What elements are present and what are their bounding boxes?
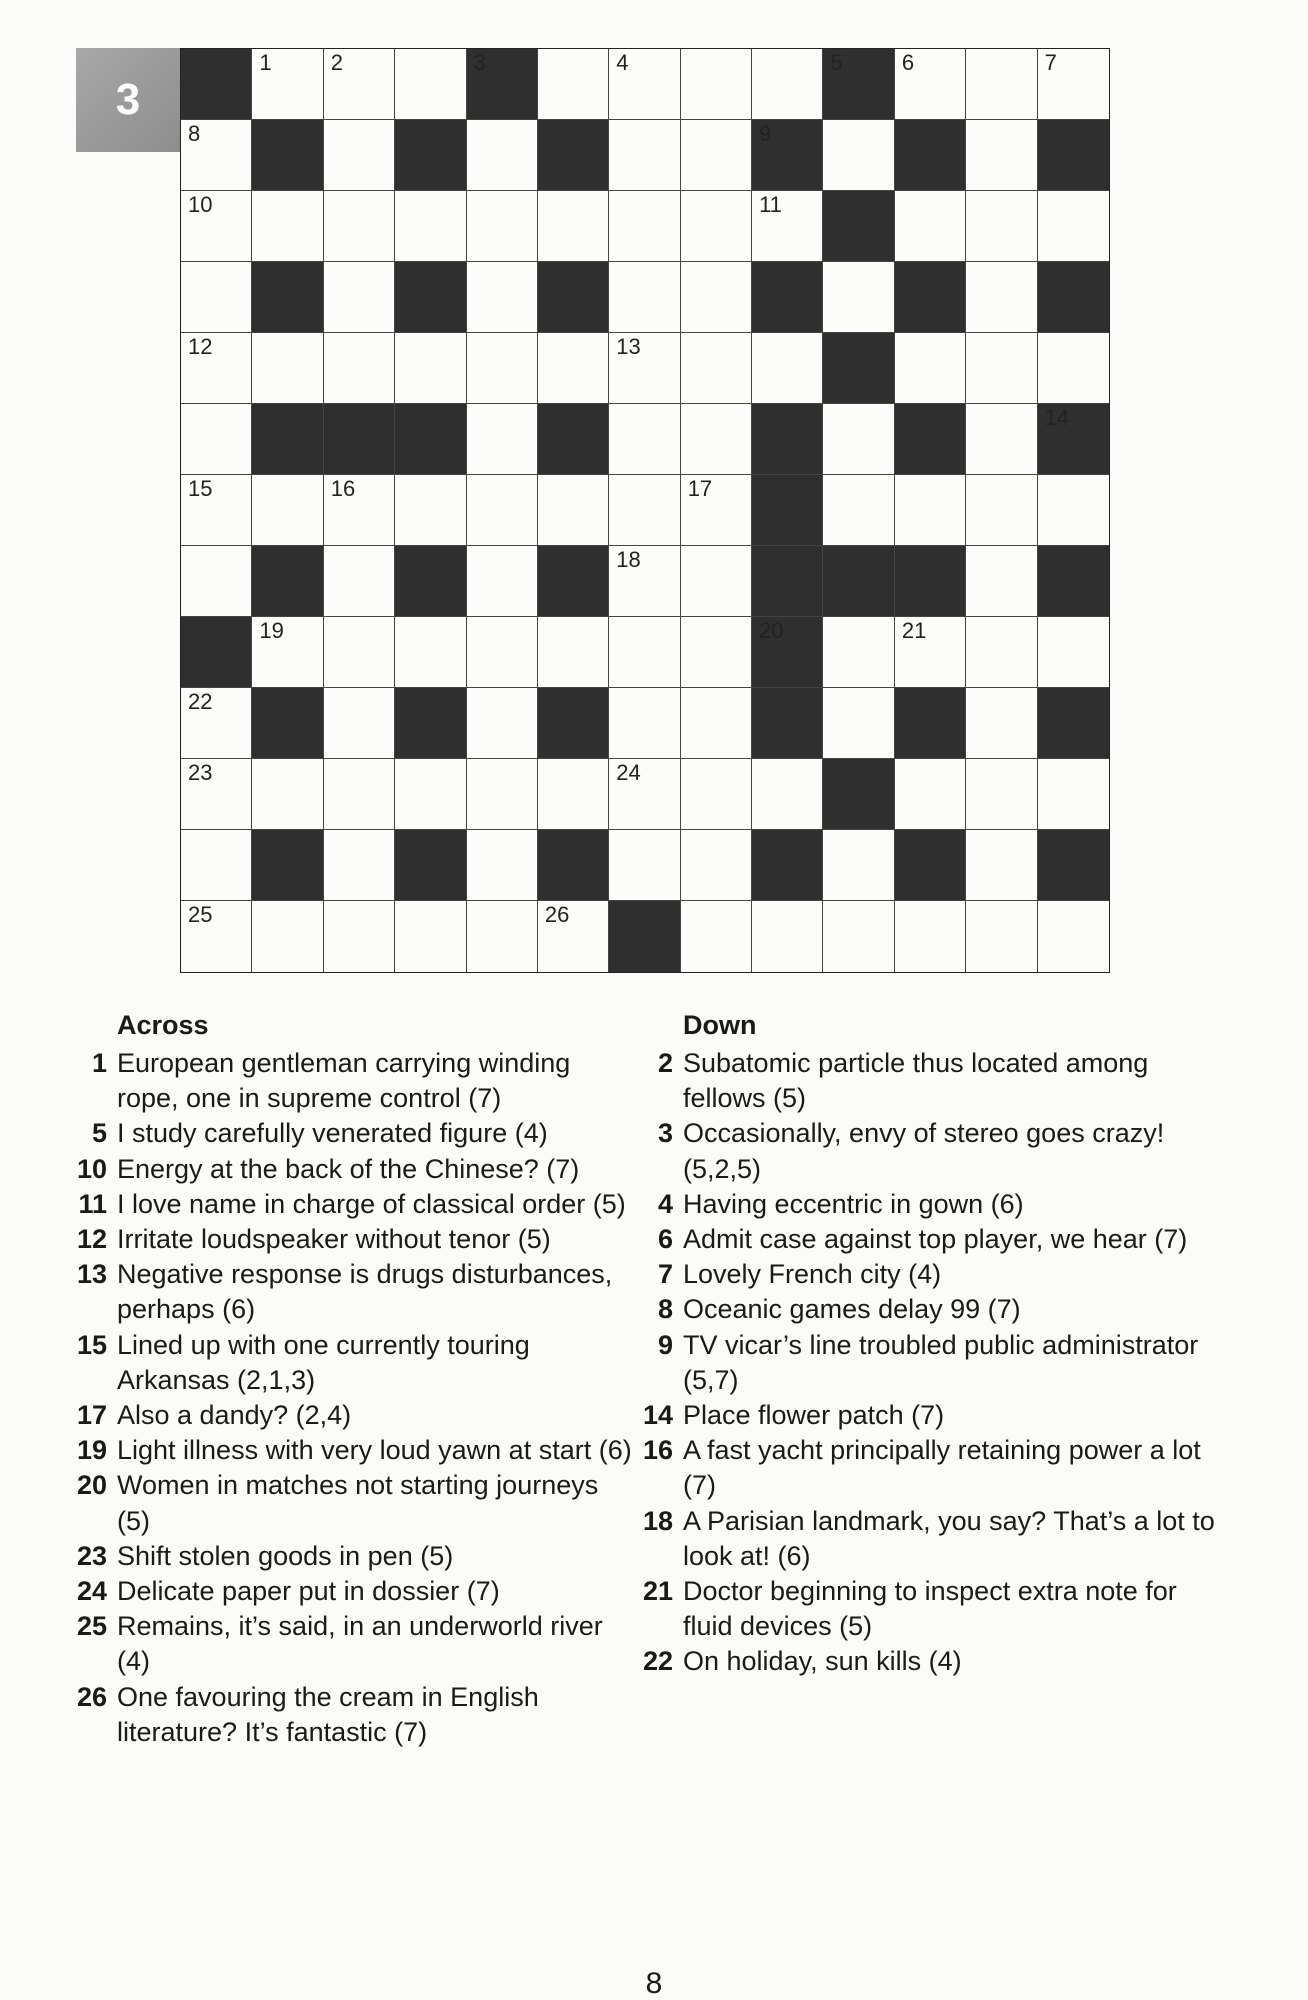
- clue-text: Admit case against top player, we hear (7): [683, 1224, 1188, 1255]
- clue-number-label: 21: [901, 618, 927, 643]
- clue-text: Oceanic games delay 99 (7): [683, 1294, 1021, 1325]
- grid-cell[interactable]: [681, 475, 752, 546]
- grid-cell[interactable]: [395, 49, 466, 120]
- grid-cell[interactable]: [181, 830, 252, 901]
- clue-number-label: 9: [759, 121, 772, 146]
- clue-number-label: 7: [1044, 50, 1057, 75]
- grid-cell[interactable]: [681, 191, 752, 262]
- grid-cell-black: [752, 262, 823, 333]
- grid-cell[interactable]: [252, 49, 323, 120]
- clue-text: A fast yacht principally retaining power a lot (7): [683, 1435, 1201, 1501]
- grid-cell[interactable]: [609, 120, 680, 191]
- grid-cell-black: [252, 404, 323, 475]
- clue-number: 25: [76, 1611, 107, 1642]
- grid-cell[interactable]: [895, 333, 966, 404]
- grid-cell[interactable]: [467, 688, 538, 759]
- grid-cell[interactable]: [966, 759, 1037, 830]
- grid-cell[interactable]: [681, 759, 752, 830]
- grid-cell[interactable]: [681, 617, 752, 688]
- clue-number: 22: [642, 1646, 673, 1677]
- down-clue-list: [638, 1046, 1218, 1680]
- grid-cell[interactable]: [395, 759, 466, 830]
- clue-number-label: 13: [616, 334, 641, 359]
- grid-cell-black: [823, 333, 894, 404]
- grid-cell[interactable]: [1038, 759, 1109, 830]
- grid-cell[interactable]: [538, 49, 609, 120]
- grid-cell[interactable]: [681, 120, 752, 191]
- grid-cell[interactable]: [895, 901, 966, 972]
- clue-number-label: 25: [188, 902, 213, 927]
- clue-text: European gentleman carrying winding rope, one in supreme control (7): [117, 1048, 571, 1114]
- grid-cell[interactable]: [324, 333, 395, 404]
- grid-cell[interactable]: [966, 617, 1037, 688]
- grid-cell[interactable]: [467, 617, 538, 688]
- grid-cell[interactable]: [324, 191, 395, 262]
- grid-cell[interactable]: [609, 546, 680, 617]
- grid-cell[interactable]: [1038, 49, 1109, 120]
- grid-cell[interactable]: [966, 688, 1037, 759]
- grid-cell[interactable]: [467, 333, 538, 404]
- grid-cell[interactable]: [966, 901, 1037, 972]
- clues-section: [72, 1008, 1222, 1848]
- grid-cell[interactable]: [324, 49, 395, 120]
- grid-cell-black: [1038, 404, 1109, 475]
- grid-cell-black: [752, 546, 823, 617]
- clue-number-label: 24: [616, 760, 641, 785]
- across-clue: [72, 1609, 632, 1679]
- clue-number-label: 6: [901, 50, 915, 75]
- grid-cell-black: [324, 404, 395, 475]
- grid-cell[interactable]: [395, 901, 466, 972]
- grid-cell-black: [252, 830, 323, 901]
- clue-number-label: 5: [830, 50, 843, 75]
- grid-cell[interactable]: [252, 333, 323, 404]
- clue-number: 5: [91, 1118, 107, 1149]
- clue-number: 11: [78, 1188, 107, 1219]
- grid-cell[interactable]: [467, 546, 538, 617]
- clue-number-label: 22: [188, 689, 213, 714]
- grid-cell[interactable]: [609, 759, 680, 830]
- grid-cell[interactable]: [252, 901, 323, 972]
- clue-text: Negative response is drugs disturbances, perhaps (6): [117, 1259, 613, 1325]
- grid-cell-black: [181, 49, 252, 120]
- grid-cell[interactable]: [181, 901, 252, 972]
- clue-number-label: 8: [188, 121, 201, 146]
- grid-cell[interactable]: [609, 262, 680, 333]
- across-clue: [72, 1680, 632, 1750]
- grid-cell[interactable]: [324, 759, 395, 830]
- clue-number: 21: [642, 1576, 673, 1607]
- clue-number-label: 3: [473, 50, 486, 75]
- grid-cell[interactable]: [895, 49, 966, 120]
- grid-cell-black: [895, 830, 966, 901]
- clue-number: 20: [76, 1470, 107, 1501]
- clue-text: Having eccentric in gown (6): [683, 1188, 1024, 1219]
- grid-cell[interactable]: [252, 759, 323, 830]
- grid-cell-black: [895, 120, 966, 191]
- grid-cell-black: [181, 617, 252, 688]
- clue-text: Subatomic particle thus located among fellows (5): [683, 1048, 1149, 1114]
- clue-number: 12: [76, 1224, 107, 1255]
- clue-number-label: 1: [259, 50, 272, 75]
- grid-cell[interactable]: [752, 49, 823, 120]
- grid-cell[interactable]: [467, 120, 538, 191]
- grid-cell-black: [1038, 688, 1109, 759]
- grid-cell[interactable]: [752, 759, 823, 830]
- across-clues: [72, 1008, 632, 1750]
- clue-number-label: 11: [759, 192, 782, 217]
- clue-number: 10: [76, 1153, 107, 1184]
- clue-number-label: 15: [188, 476, 213, 501]
- grid-cell[interactable]: [324, 120, 395, 191]
- down-clue: [638, 1046, 1218, 1116]
- grid-cell[interactable]: [609, 617, 680, 688]
- clue-number: 15: [76, 1329, 107, 1360]
- grid-cell-black: [895, 404, 966, 475]
- grid-cell[interactable]: [752, 191, 823, 262]
- clue-text: Women in matches not starting journeys (5): [117, 1470, 599, 1536]
- grid-cell[interactable]: [609, 475, 680, 546]
- grid-cell[interactable]: [324, 475, 395, 546]
- grid-cell[interactable]: [823, 901, 894, 972]
- down-clue: [638, 1116, 1218, 1186]
- grid-cell[interactable]: [181, 404, 252, 475]
- grid-cell[interactable]: [752, 333, 823, 404]
- clue-number: 6: [657, 1224, 673, 1255]
- down-clues: [638, 1008, 1218, 1680]
- grid-cell[interactable]: [181, 262, 252, 333]
- grid-cell[interactable]: [538, 617, 609, 688]
- clue-number: 26: [76, 1681, 107, 1712]
- grid-cell-black: [252, 262, 323, 333]
- down-clue: [638, 1433, 1218, 1503]
- grid-cell[interactable]: [823, 475, 894, 546]
- grid-cell[interactable]: [823, 688, 894, 759]
- across-clue: [72, 1433, 632, 1468]
- clue-number: 1: [91, 1048, 107, 1078]
- across-clue: [72, 1328, 632, 1398]
- grid-cell-black: [538, 404, 609, 475]
- grid-cell[interactable]: [966, 262, 1037, 333]
- clue-text: I love name in charge of classical order (5): [117, 1188, 626, 1219]
- grid-cell[interactable]: [395, 191, 466, 262]
- clue-number: 24: [76, 1576, 107, 1607]
- clue-text: Lovely French city (4): [683, 1259, 942, 1290]
- grid-cell[interactable]: [324, 901, 395, 972]
- grid-cell[interactable]: [252, 617, 323, 688]
- grid-cell-black: [252, 546, 323, 617]
- clue-text: Irritate loudspeaker without tenor (5): [117, 1224, 551, 1255]
- clue-number-label: 10: [188, 192, 213, 217]
- grid-cell[interactable]: [467, 901, 538, 972]
- grid-cell[interactable]: [966, 49, 1037, 120]
- grid-cell[interactable]: [609, 191, 680, 262]
- grid-cell[interactable]: [966, 546, 1037, 617]
- down-clue: [638, 1328, 1218, 1398]
- grid-cell[interactable]: [1038, 901, 1109, 972]
- clue-number-label: 23: [188, 760, 213, 785]
- clue-text: Shift stolen goods in pen (5): [117, 1540, 454, 1571]
- grid-cell-black: [395, 830, 466, 901]
- down-clue: [638, 1257, 1218, 1292]
- across-clue: [72, 1222, 632, 1257]
- grid-cell[interactable]: [823, 120, 894, 191]
- grid-cell[interactable]: [1038, 475, 1109, 546]
- puzzle-number: 3: [115, 75, 141, 124]
- grid-cell[interactable]: [609, 404, 680, 475]
- grid-cell-black: [823, 546, 894, 617]
- grid-cell[interactable]: [324, 688, 395, 759]
- grid-cell[interactable]: [181, 191, 252, 262]
- down-clue: [638, 1292, 1218, 1327]
- clue-text: Remains, it’s said, in an underworld river (4): [117, 1611, 603, 1677]
- clue-number: 16: [642, 1435, 673, 1466]
- grid-cell[interactable]: [609, 333, 680, 404]
- grid-cell-black: [538, 688, 609, 759]
- grid-cell[interactable]: [752, 901, 823, 972]
- down-clue: [638, 1187, 1218, 1222]
- grid-cell-black: [1038, 546, 1109, 617]
- clue-number: 3: [657, 1118, 673, 1149]
- grid-cell[interactable]: [324, 546, 395, 617]
- clue-number: 14: [642, 1400, 673, 1431]
- grid-cell[interactable]: [681, 404, 752, 475]
- grid-cell[interactable]: [895, 475, 966, 546]
- grid-cell[interactable]: [467, 475, 538, 546]
- crossword-grid: [180, 48, 1110, 973]
- crossword-grid-cells: [181, 49, 1109, 972]
- clue-text: Occasionally, envy of stereo goes crazy! (5,2,5): [683, 1118, 1165, 1184]
- grid-cell[interactable]: [324, 830, 395, 901]
- grid-cell[interactable]: [181, 333, 252, 404]
- grid-cell[interactable]: [1038, 617, 1109, 688]
- clue-text: TV vicar’s line troubled public administrator (5,7): [683, 1329, 1199, 1395]
- clue-text: I study carefully venerated figure (4): [117, 1118, 548, 1149]
- grid-cell[interactable]: [895, 617, 966, 688]
- grid-cell[interactable]: [823, 830, 894, 901]
- grid-cell[interactable]: [966, 475, 1037, 546]
- clue-number: 19: [76, 1435, 107, 1466]
- clue-text: On holiday, sun kills (4): [683, 1646, 962, 1677]
- clue-number: 7: [657, 1259, 673, 1290]
- grid-cell[interactable]: [181, 688, 252, 759]
- across-clue: [72, 1398, 632, 1433]
- page-number: 8: [645, 1967, 663, 2000]
- grid-cell-black: [752, 404, 823, 475]
- grid-cell[interactable]: [538, 901, 609, 972]
- grid-cell[interactable]: [681, 688, 752, 759]
- clue-text: Place flower patch (7): [683, 1400, 945, 1431]
- grid-cell-black: [538, 120, 609, 191]
- grid-cell-black: [395, 262, 466, 333]
- grid-cell[interactable]: [181, 475, 252, 546]
- grid-cell[interactable]: [467, 262, 538, 333]
- clue-text: Doctor beginning to inspect extra note for fluid devices (5): [683, 1576, 1177, 1642]
- clue-number: 8: [657, 1294, 673, 1325]
- clue-text: Delicate paper put in dossier (7): [117, 1576, 500, 1607]
- across-heading: Across: [117, 1010, 209, 1040]
- clue-number-label: 4: [616, 50, 629, 75]
- grid-cell[interactable]: [966, 830, 1037, 901]
- across-clue: [72, 1539, 632, 1574]
- grid-cell[interactable]: [467, 830, 538, 901]
- grid-cell[interactable]: [895, 759, 966, 830]
- grid-cell-black: [823, 191, 894, 262]
- grid-cell[interactable]: [681, 546, 752, 617]
- down-heading: Down: [683, 1010, 757, 1040]
- grid-cell-black: [467, 49, 538, 120]
- grid-cell-black: [252, 120, 323, 191]
- grid-cell[interactable]: [538, 475, 609, 546]
- grid-cell[interactable]: [395, 617, 466, 688]
- grid-cell-black: [395, 404, 466, 475]
- grid-cell-black: [395, 120, 466, 191]
- down-clue: [638, 1504, 1218, 1574]
- grid-cell-black: [752, 688, 823, 759]
- down-clue: [638, 1398, 1218, 1433]
- down-clue: [638, 1222, 1218, 1257]
- grid-cell-black: [538, 830, 609, 901]
- across-clue: [72, 1257, 632, 1327]
- clue-number-label: 14: [1044, 405, 1070, 430]
- across-clue: [72, 1116, 632, 1151]
- clue-number-label: 17: [687, 476, 713, 501]
- grid-cell[interactable]: [609, 49, 680, 120]
- across-clue: [72, 1468, 632, 1538]
- clue-text: One favouring the cream in English literature? It’s fantastic (7): [117, 1681, 539, 1747]
- grid-cell-black: [752, 475, 823, 546]
- grid-cell-black: [395, 688, 466, 759]
- grid-cell[interactable]: [181, 546, 252, 617]
- grid-cell-black: [1038, 262, 1109, 333]
- clue-number-label: 18: [616, 547, 641, 572]
- grid-cell-black: [895, 262, 966, 333]
- clue-text: Energy at the back of the Chinese? (7): [117, 1153, 580, 1184]
- down-clue: [638, 1574, 1218, 1644]
- clue-number: 18: [642, 1505, 673, 1536]
- grid-cell[interactable]: [966, 333, 1037, 404]
- grid-cell[interactable]: [395, 475, 466, 546]
- grid-cell-black: [609, 901, 680, 972]
- grid-cell[interactable]: [681, 49, 752, 120]
- grid-cell[interactable]: [966, 191, 1037, 262]
- grid-cell-black: [752, 120, 823, 191]
- down-clue: [638, 1644, 1218, 1679]
- clue-number-label: 2: [330, 50, 344, 75]
- grid-cell[interactable]: [467, 404, 538, 475]
- clue-text: Lined up with one currently touring Arkansas (2,1,3): [117, 1329, 530, 1395]
- grid-cell[interactable]: [1038, 333, 1109, 404]
- grid-cell-black: [823, 759, 894, 830]
- grid-cell-black: [1038, 120, 1109, 191]
- grid-cell[interactable]: [823, 404, 894, 475]
- grid-cell-black: [895, 688, 966, 759]
- across-clue: [72, 1046, 632, 1116]
- grid-cell[interactable]: [1038, 191, 1109, 262]
- clue-number-label: 26: [544, 902, 570, 927]
- clue-number-label: 19: [259, 618, 284, 643]
- grid-cell-black: [252, 688, 323, 759]
- grid-cell[interactable]: [966, 120, 1037, 191]
- across-clue: [72, 1187, 632, 1222]
- grid-cell[interactable]: [324, 262, 395, 333]
- clue-text: Also a dandy? (2,4): [117, 1400, 352, 1431]
- clue-number: 23: [76, 1540, 107, 1571]
- clue-number-label: 20: [759, 618, 784, 643]
- clue-number: 2: [657, 1048, 673, 1078]
- grid-cell[interactable]: [823, 262, 894, 333]
- grid-cell-black: [752, 830, 823, 901]
- grid-cell[interactable]: [181, 120, 252, 191]
- grid-cell[interactable]: [681, 901, 752, 972]
- grid-cell[interactable]: [538, 759, 609, 830]
- clue-number-label: 12: [188, 334, 213, 359]
- grid-cell[interactable]: [324, 617, 395, 688]
- grid-cell[interactable]: [681, 333, 752, 404]
- across-clue: [72, 1574, 632, 1609]
- grid-cell[interactable]: [395, 333, 466, 404]
- clue-number: 4: [657, 1188, 673, 1219]
- grid-cell[interactable]: [609, 830, 680, 901]
- grid-cell-black: [752, 617, 823, 688]
- grid-cell-black: [538, 262, 609, 333]
- grid-cell[interactable]: [823, 617, 894, 688]
- grid-cell-black: [395, 546, 466, 617]
- across-clue-list: [72, 1046, 632, 1750]
- clue-number: 9: [657, 1329, 673, 1360]
- grid-cell[interactable]: [252, 475, 323, 546]
- grid-cell[interactable]: [609, 688, 680, 759]
- clue-text: Light illness with very loud yawn at start (6): [117, 1435, 632, 1466]
- grid-cell[interactable]: [895, 191, 966, 262]
- grid-cell[interactable]: [681, 830, 752, 901]
- grid-cell[interactable]: [181, 759, 252, 830]
- grid-cell[interactable]: [538, 333, 609, 404]
- grid-cell-black: [538, 546, 609, 617]
- puzzle-number-badge: [76, 48, 180, 152]
- grid-cell[interactable]: [467, 191, 538, 262]
- grid-cell-black: [823, 49, 894, 120]
- grid-cell-black: [895, 546, 966, 617]
- grid-cell[interactable]: [467, 759, 538, 830]
- clue-number-label: 16: [330, 476, 356, 501]
- grid-cell[interactable]: [252, 191, 323, 262]
- across-clue: [72, 1152, 632, 1187]
- grid-cell[interactable]: [966, 404, 1037, 475]
- clue-text: A Parisian landmark, you say? That’s a lot to look at! (6): [683, 1505, 1215, 1571]
- grid-cell[interactable]: [538, 191, 609, 262]
- grid-cell[interactable]: [681, 262, 752, 333]
- clue-number: 13: [76, 1259, 107, 1290]
- grid-cell-black: [1038, 830, 1109, 901]
- clue-number: 17: [76, 1400, 107, 1431]
